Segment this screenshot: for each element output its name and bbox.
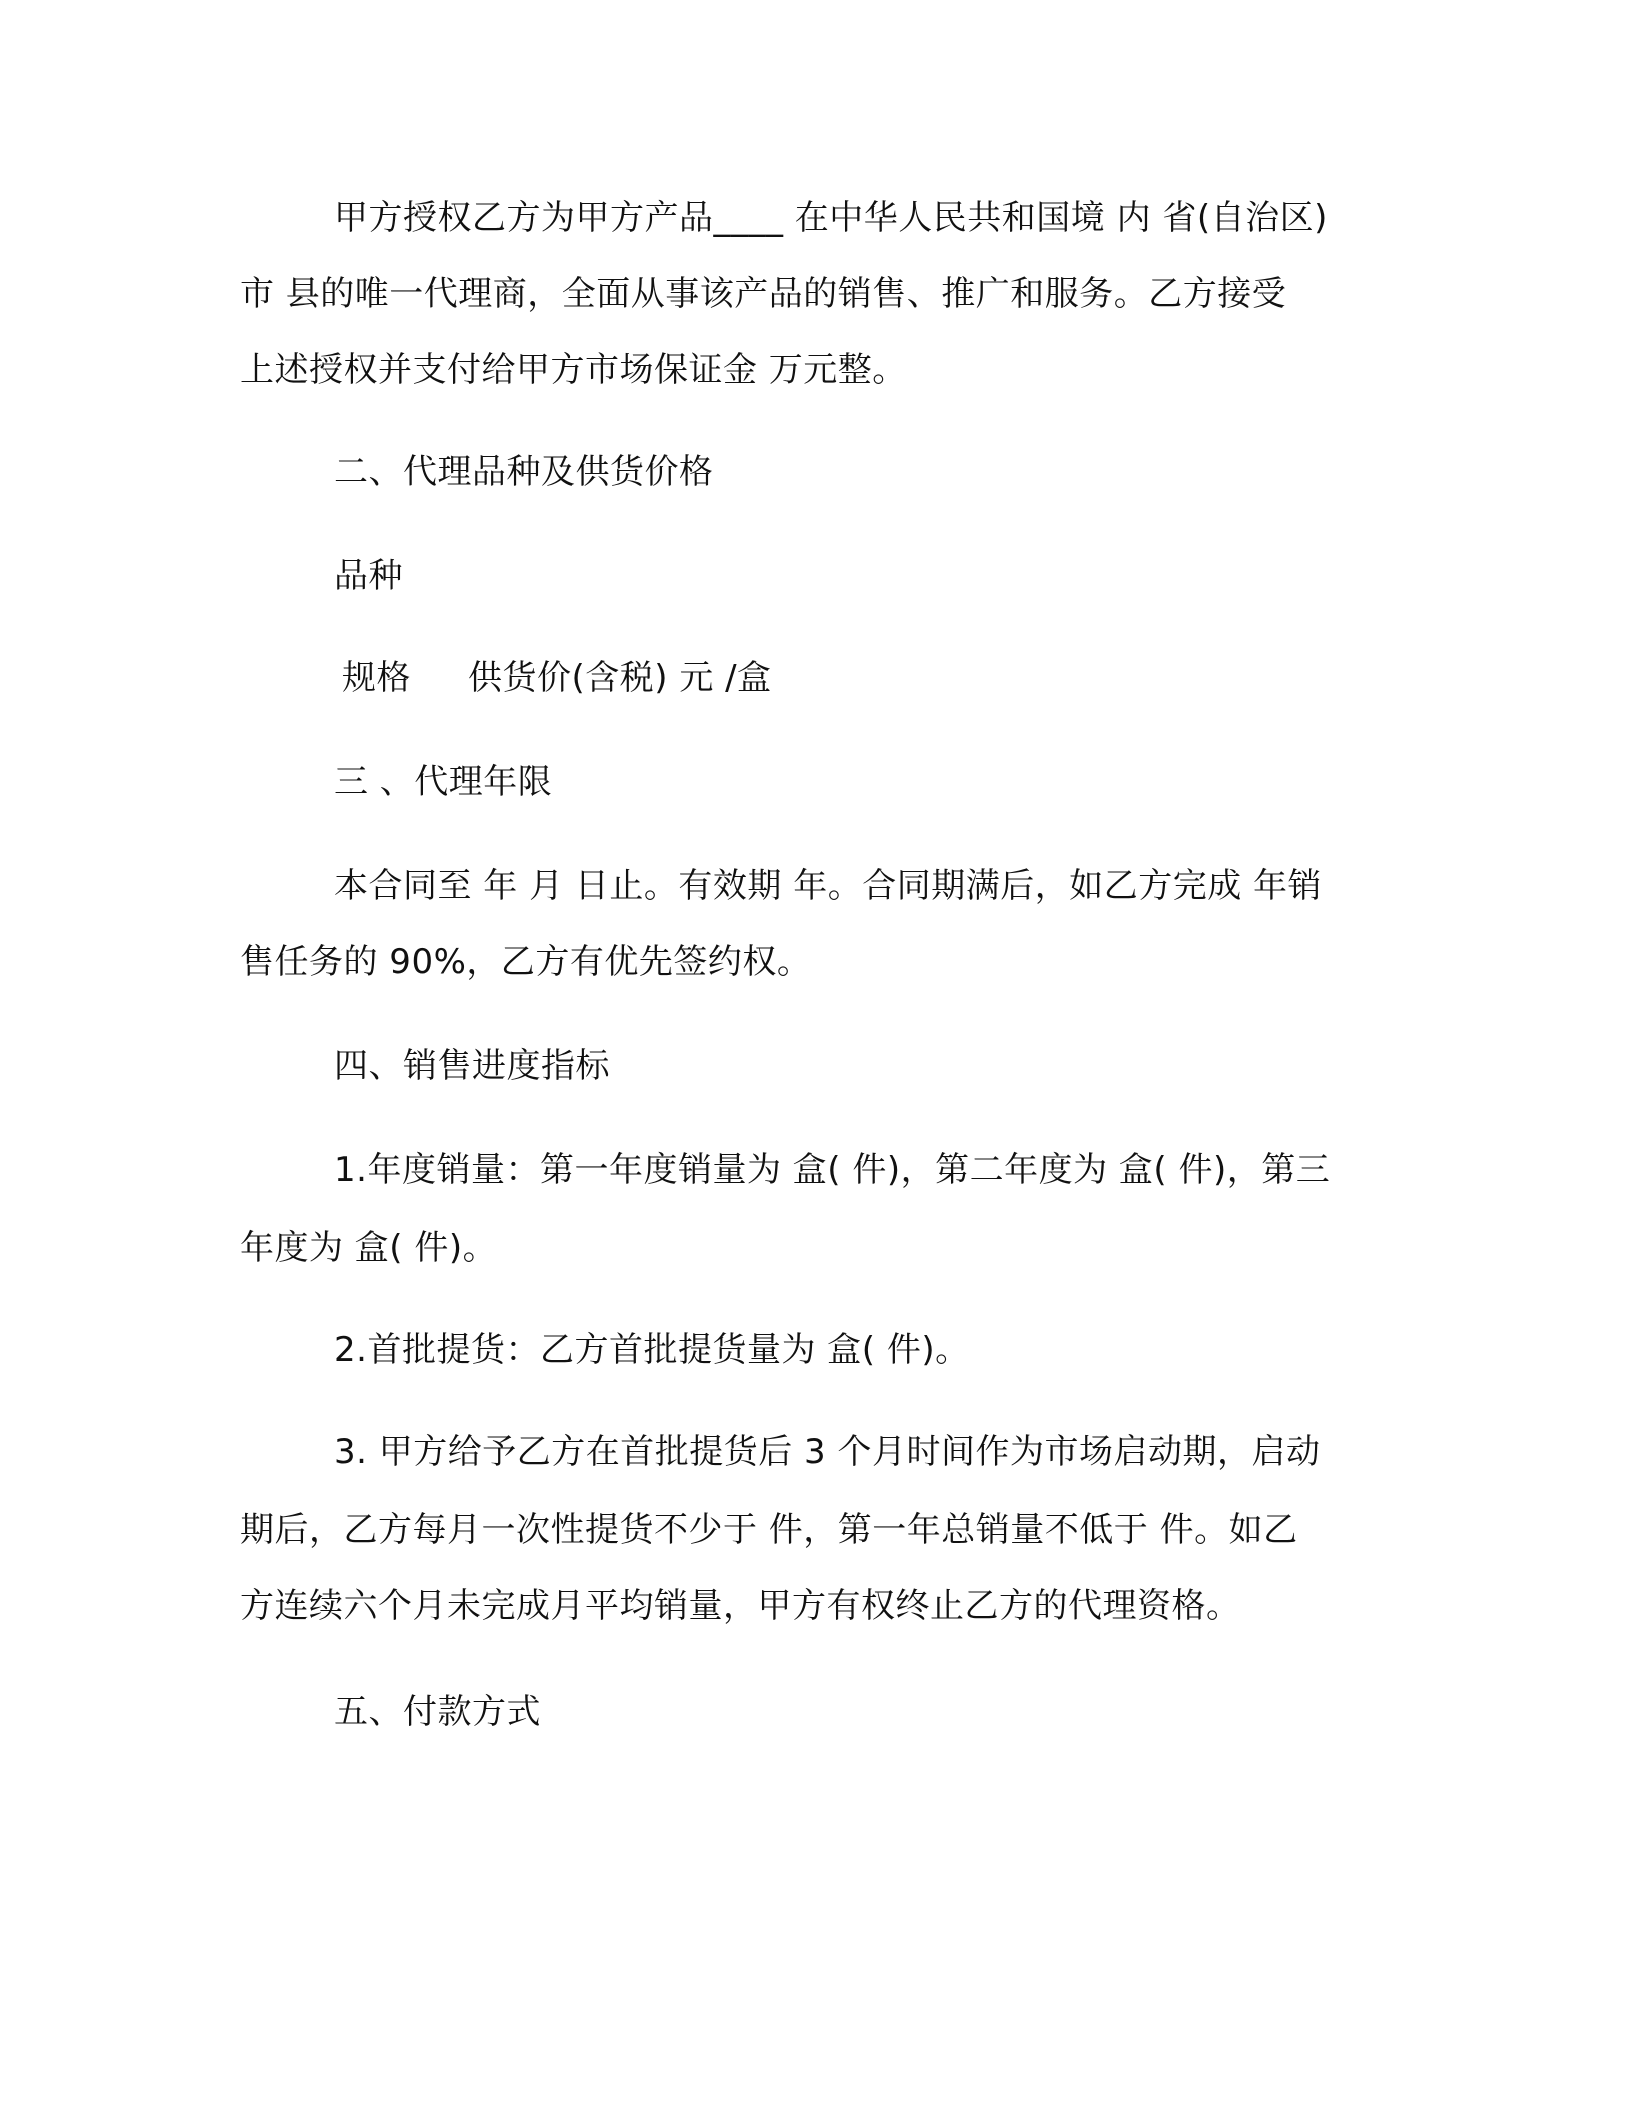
- paragraph-3-line-2: 售任务的 90%，乙方有优先签约权。: [240, 942, 812, 982]
- table-header-spec: 规格: [342, 658, 411, 698]
- item-3-line-2: 期后，乙方每月一次性提货不少于 件，第一年总销量不低于 件。如乙: [240, 1510, 1298, 1550]
- paragraph-1-line-1: 甲方授权乙方为甲方产品____ 在中华人民共和国境 内 省(自治区): [334, 198, 1328, 238]
- section-heading-5: 五、付款方式: [334, 1692, 541, 1732]
- paragraph-1-line-2: 市 县的唯一代理商，全面从事该产品的销售、推广和服务。乙方接受: [240, 274, 1287, 314]
- item-3-line-1: 3. 甲方给予乙方在首批提货后 3 个月时间作为市场启动期，启动: [334, 1432, 1321, 1472]
- label-variety: 品种: [334, 556, 403, 596]
- section-heading-4: 四、销售进度指标: [334, 1046, 610, 1086]
- item-3-line-3: 方连续六个月未完成月平均销量，甲方有权终止乙方的代理资格。: [240, 1586, 1241, 1626]
- item-1-line-2: 年度为 盒( 件)。: [240, 1228, 498, 1268]
- section-heading-2: 二、代理品种及供货价格: [334, 452, 714, 492]
- item-1-line-1: 1.年度销量：第一年度销量为 盒( 件)，第二年度为 盒( 件)，第三: [334, 1150, 1331, 1190]
- item-2-line-1: 2.首批提货：乙方首批提货量为 盒( 件)。: [334, 1330, 970, 1370]
- paragraph-3-line-1: 本合同至 年 月 日止。有效期 年。合同期满后，如乙方完成 年销: [334, 866, 1323, 906]
- table-header-price: 供货价(含税) 元 /盒: [468, 658, 772, 698]
- paragraph-1-line-3: 上述授权并支付给甲方市场保证金 万元整。: [240, 350, 907, 390]
- section-heading-3: 三 、代理年限: [334, 762, 553, 802]
